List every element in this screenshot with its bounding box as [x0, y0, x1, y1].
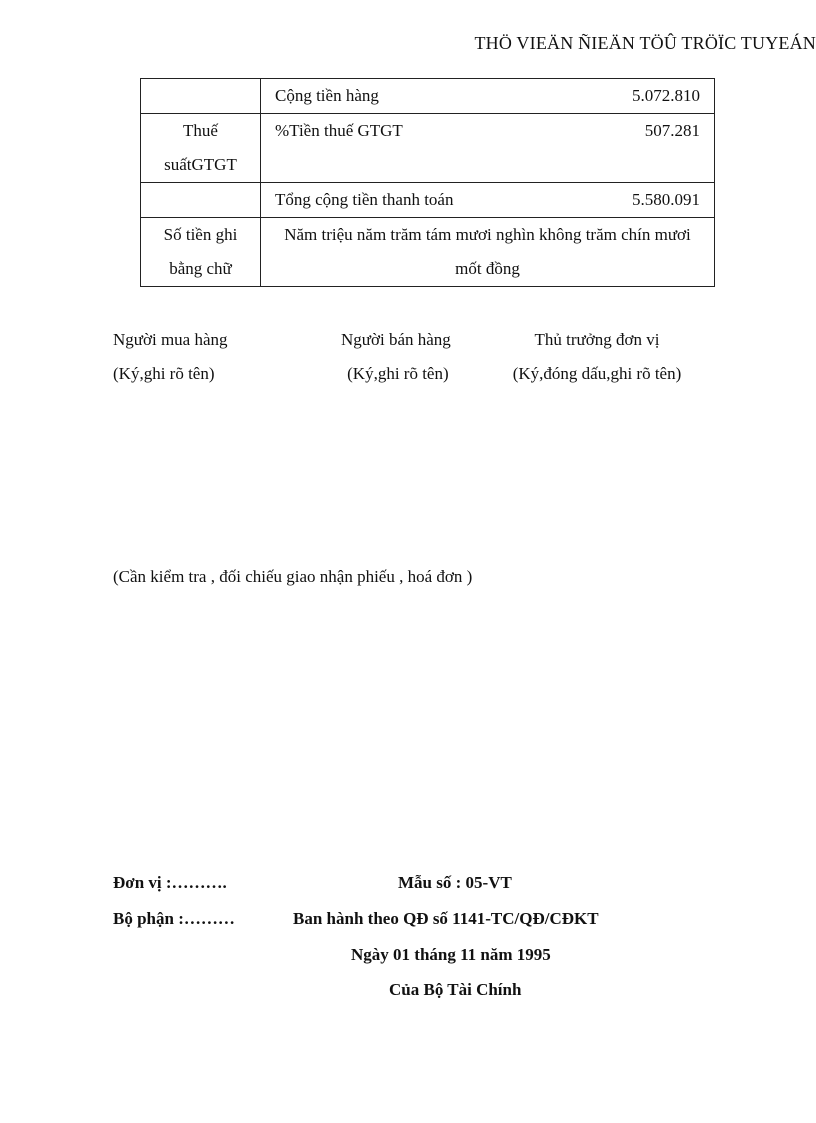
invoice-total-table: [140, 78, 715, 287]
seller-note: (Ký,ghi rõ tên): [347, 364, 449, 383]
row-amount: 507.281: [644, 121, 700, 140]
row-label: [141, 79, 261, 114]
buyer-note: (Ký,ghi rõ tên): [113, 364, 215, 383]
head-signature-block: [504, 323, 690, 391]
row-value: [261, 79, 715, 114]
buyer-signature-block: [113, 323, 228, 391]
row-value: [261, 114, 715, 183]
verification-note: (Cần kiểm tra , đối chiếu giao nhận phiếu , hoá đơn ): [113, 567, 473, 586]
row-label: Số tiền ghi bằng chữ: [141, 218, 261, 287]
department-field: Bộ phận :………: [113, 909, 235, 928]
unit-field: Đơn vị :……….: [113, 873, 227, 892]
table-row: [141, 218, 715, 287]
decision-reference: Ban hành theo QĐ số 1141-TC/QĐ/CĐKT: [293, 909, 599, 928]
row-description: Tổng cộng tiền thanh toán: [275, 190, 454, 209]
table-row: [141, 114, 715, 183]
head-note: (Ký,đóng dấu,ghi rõ tên): [512, 364, 682, 383]
row-label: [141, 183, 261, 218]
row-amount: 5.072.810: [632, 86, 700, 105]
row-description: %Tiền thuế GTGT: [275, 121, 403, 140]
head-title: Thủ trưởng đơn vị: [534, 330, 660, 349]
seller-signature-block: [341, 323, 451, 391]
issuing-ministry: Của Bộ Tài Chính: [389, 980, 522, 999]
decision-date: Ngày 01 tháng 11 năm 1995: [351, 945, 551, 964]
row-value: [261, 183, 715, 218]
amount-in-words: Năm triệu năm trăm tám mươi nghìn không trăm chín mươi mốt đồng: [261, 218, 715, 287]
table-row: [141, 79, 715, 114]
row-description: Cộng tiền hàng: [275, 86, 379, 105]
table-row: [141, 183, 715, 218]
seller-title: Người bán hàng: [341, 330, 451, 349]
form-number: Mẫu số : 05-VT: [398, 873, 512, 892]
buyer-title: Người mua hàng: [113, 330, 228, 349]
row-amount: 5.580.091: [632, 190, 700, 209]
row-label: Thuế suấtGTGT: [141, 114, 261, 183]
page-header-title: THÖ VIEÄN ÑIEÄN TÖÛ TRÖÏC TUYEÁN: [474, 33, 816, 53]
